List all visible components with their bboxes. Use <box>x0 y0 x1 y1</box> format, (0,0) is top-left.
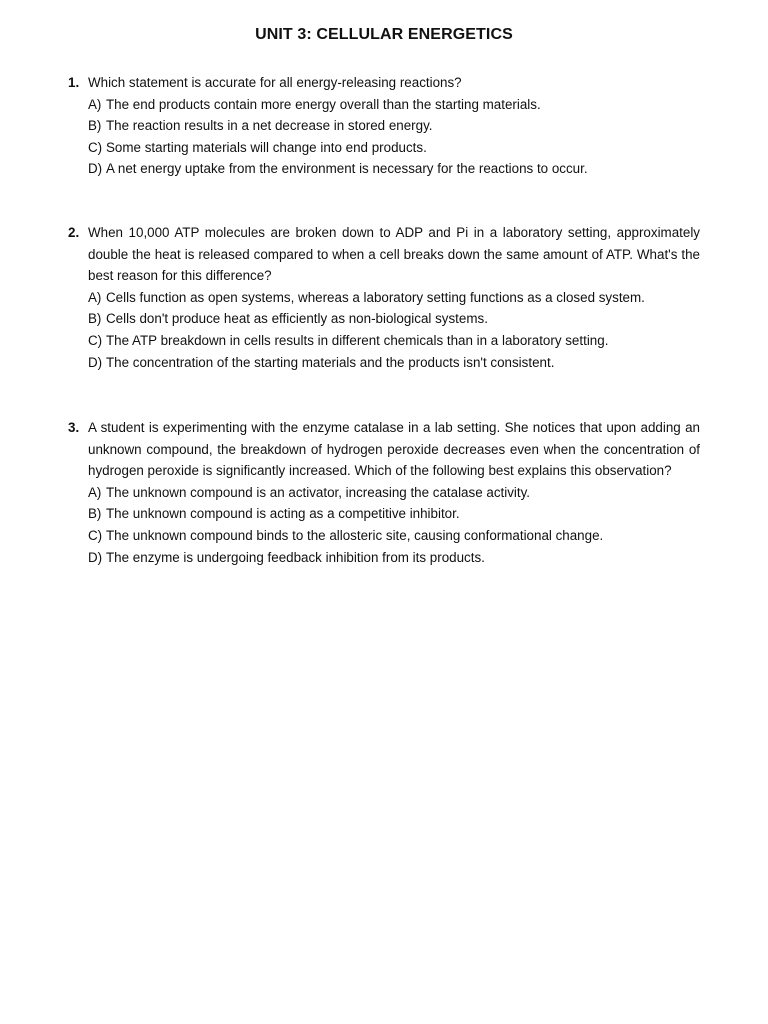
option-letter: C) <box>88 527 103 543</box>
answer-options <box>68 482 700 568</box>
answer-option-d <box>88 352 700 374</box>
answer-option-c <box>88 137 700 159</box>
option-text: The reaction results in a net decrease in stored energy. <box>106 118 433 134</box>
option-text: The ATP breakdown in cells results in different chemicals than in a laboratory setting. <box>106 332 609 348</box>
option-letter: B) <box>88 311 102 327</box>
question-3 <box>68 417 700 568</box>
option-letter: C) <box>88 332 103 348</box>
option-text: Some starting materials will change into end products. <box>106 139 427 155</box>
option-text: The concentration of the starting materials and the products isn't consistent. <box>106 354 555 370</box>
answer-option-b <box>88 503 700 525</box>
question-number: 3. <box>68 420 80 435</box>
answer-option-b <box>88 115 700 137</box>
option-letter: B) <box>88 118 102 134</box>
option-text: The enzyme is undergoing feedback inhibition from its products. <box>106 549 485 565</box>
question-text: When 10,000 ATP molecules are broken down to ADP and Pi in a laboratory setting, approximately double the heat is released compared to when a cell breaks down the same amount of ATP. What's the best reason for this difference? <box>88 225 700 284</box>
answer-options <box>68 287 700 373</box>
answer-option-d <box>88 547 700 569</box>
option-letter: A) <box>88 96 102 112</box>
option-text: Cells don't produce heat as efficiently as non-biological systems. <box>106 311 488 327</box>
answer-option-a <box>88 287 700 309</box>
option-text: The end products contain more energy overall than the starting materials. <box>106 96 541 112</box>
question-2 <box>68 222 700 373</box>
option-text: The unknown compound is acting as a competitive inhibitor. <box>106 506 460 522</box>
question-number: 1. <box>68 75 80 90</box>
answer-option-d <box>88 158 700 180</box>
option-letter: C) <box>88 139 103 155</box>
question-number: 2. <box>68 225 80 240</box>
question-text: Which statement is accurate for all energy-releasing reactions? <box>88 75 462 90</box>
answer-option-c <box>88 525 700 547</box>
option-text: The unknown compound binds to the allosteric site, causing conformational change. <box>106 527 604 543</box>
answer-option-a <box>88 482 700 504</box>
option-text: The unknown compound is an activator, increasing the catalase activity. <box>106 484 531 500</box>
answer-option-a <box>88 94 700 116</box>
question-1 <box>68 72 700 180</box>
question-stem <box>68 72 700 94</box>
option-text: Cells function as open systems, whereas a laboratory setting functions as a closed system. <box>106 289 645 305</box>
answer-option-c <box>88 330 700 352</box>
option-letter: A) <box>88 289 102 305</box>
option-letter: D) <box>88 161 103 177</box>
option-letter: D) <box>88 354 103 370</box>
option-letter: B) <box>88 506 102 522</box>
page-title: UNIT 3: CELLULAR ENERGETICS <box>255 26 513 43</box>
answer-options <box>68 94 700 180</box>
option-letter: A) <box>88 484 102 500</box>
question-text: A student is experimenting with the enzyme catalase in a lab setting. She notices that upon adding an unknown compound, the breakdown of hydrogen peroxide decreases even when the concentration of hydrogen peroxide is significantly increased. Which of the following best explains this observation? <box>88 420 700 479</box>
answer-option-b <box>88 308 700 330</box>
option-letter: D) <box>88 549 103 565</box>
question-stem <box>68 222 700 287</box>
question-stem <box>68 417 700 482</box>
option-text: A net energy uptake from the environment is necessary for the reactions to occur. <box>106 161 588 177</box>
